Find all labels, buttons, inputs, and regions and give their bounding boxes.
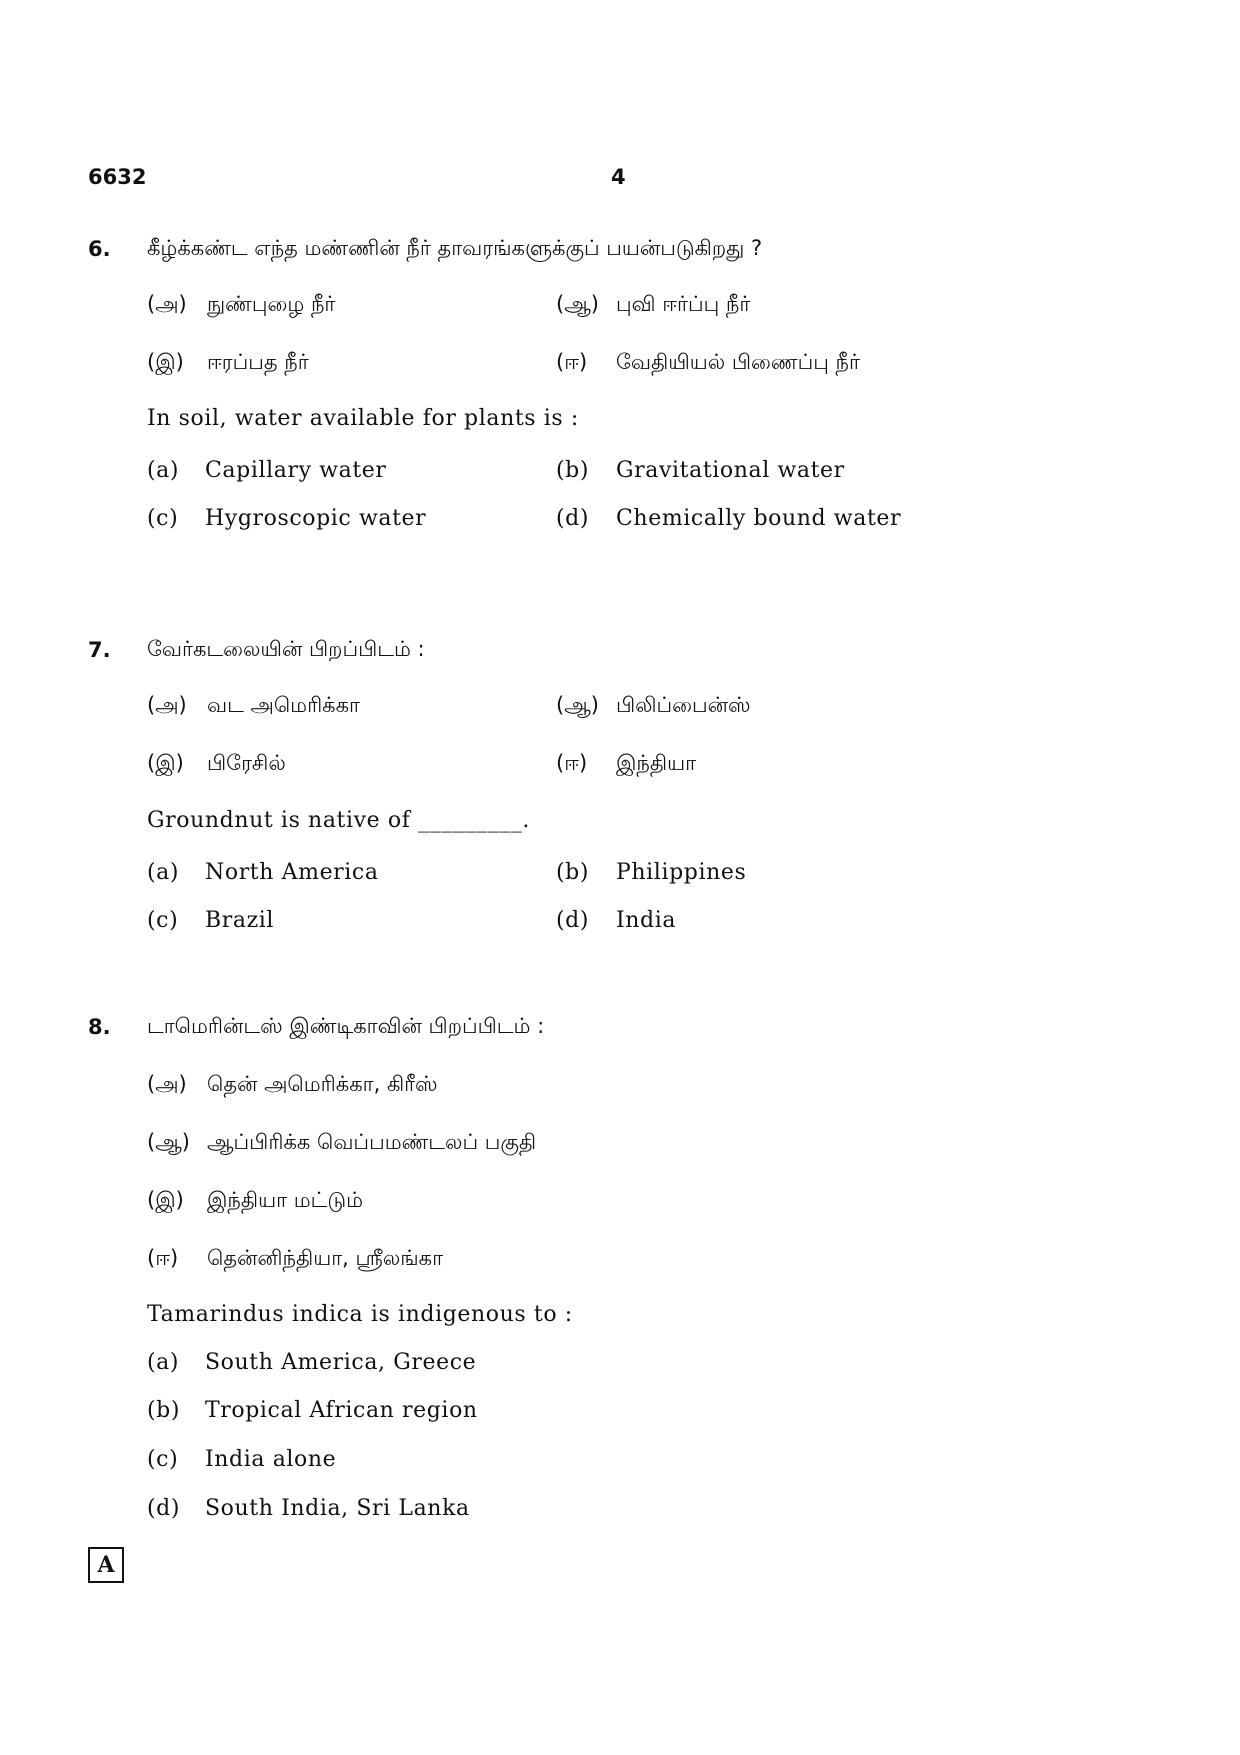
english-option-label: (b) (556, 860, 590, 885)
tamil-option-text: வட அமெரிக்கா (207, 693, 361, 717)
series-label-box: A (88, 1547, 124, 1583)
tamil-question-text: வேர்கடலையின் பிறப்பிடம் : (147, 637, 425, 661)
tamil-option-text: இந்தியா மட்டும் (207, 1188, 364, 1212)
english-option-label: (a) (147, 860, 180, 885)
tamil-option-label: (ஆ) (147, 1130, 190, 1154)
tamil-option-text: வேதியியல் பிணைப்பு நீர் (616, 350, 860, 374)
tamil-question-text: கீழ்க்கண்ட எந்த மண்ணின் நீர் தாவரங்களுக்குப் பயன்படுகிறது ? (147, 236, 763, 260)
tamil-question-text: டாமெரின்டஸ் இண்டிகாவின் பிறப்பிடம் : (147, 1014, 545, 1038)
tamil-option-text: பிரேசில் (207, 751, 286, 775)
tamil-option-label: (இ) (147, 751, 184, 775)
tamil-option-label: (ஈ) (556, 350, 588, 374)
english-option-text: Chemically bound water (616, 506, 902, 531)
tamil-option-label: (ஈ) (556, 751, 588, 775)
tamil-option-label: (ஈ) (147, 1246, 179, 1270)
tamil-option-text: நுண்புழை நீர் (207, 292, 336, 316)
english-option-text: India alone (205, 1447, 337, 1472)
english-option-label: (b) (147, 1398, 181, 1423)
english-option-text: Gravitational water (616, 458, 845, 483)
tamil-option-text: பிலிப்பைன்ஸ் (616, 693, 751, 717)
tamil-option-label: (இ) (147, 1188, 184, 1212)
english-option-label: (c) (147, 506, 179, 531)
english-option-label: (a) (147, 1350, 180, 1375)
english-question-text: Groundnut is native of _________. (147, 808, 531, 833)
english-option-label: (c) (147, 908, 179, 933)
question-number: 8. (88, 1015, 111, 1039)
english-option-label: (b) (556, 458, 590, 483)
english-option-label: (d) (147, 1496, 181, 1521)
english-question-text: Tamarindus indica is indigenous to : (147, 1302, 573, 1327)
tamil-option-label: (அ) (147, 1072, 187, 1096)
paper-code: 6632 (88, 165, 147, 189)
english-option-label: (d) (556, 506, 590, 531)
question-number: 7. (88, 638, 111, 662)
english-option-text: Philippines (616, 860, 747, 885)
tamil-option-text: தென்னிந்தியா, ஸ்ரீலங்கா (207, 1246, 444, 1270)
tamil-option-text: ஈரப்பத நீர் (207, 350, 309, 374)
tamil-option-label: (ஆ) (556, 292, 599, 316)
tamil-option-text: புவி ஈர்ப்பு நீர் (616, 292, 751, 316)
tamil-option-label: (அ) (147, 292, 187, 316)
english-option-text: India (616, 908, 677, 933)
tamil-option-text: இந்தியா (616, 751, 697, 775)
english-option-text: Brazil (205, 908, 275, 933)
english-question-text: In soil, water available for plants is : (147, 406, 579, 431)
english-option-label: (a) (147, 458, 180, 483)
english-option-text: South India, Sri Lanka (205, 1496, 470, 1521)
english-option-text: Capillary water (205, 458, 387, 483)
english-option-text: Hygroscopic water (205, 506, 427, 531)
page-number: 4 (611, 165, 626, 189)
english-option-label: (d) (556, 908, 590, 933)
tamil-option-text: ஆப்பிரிக்க வெப்பமண்டலப் பகுதி (207, 1130, 537, 1154)
question-number: 6. (88, 237, 111, 261)
tamil-option-text: தென் அமெரிக்கா, கிரீஸ் (207, 1072, 438, 1096)
tamil-option-label: (இ) (147, 350, 184, 374)
english-option-text: Tropical African region (205, 1398, 478, 1423)
tamil-option-label: (அ) (147, 693, 187, 717)
english-option-label: (c) (147, 1447, 179, 1472)
tamil-option-label: (ஆ) (556, 693, 599, 717)
english-option-text: North America (205, 860, 379, 885)
english-option-text: South America, Greece (205, 1350, 477, 1375)
